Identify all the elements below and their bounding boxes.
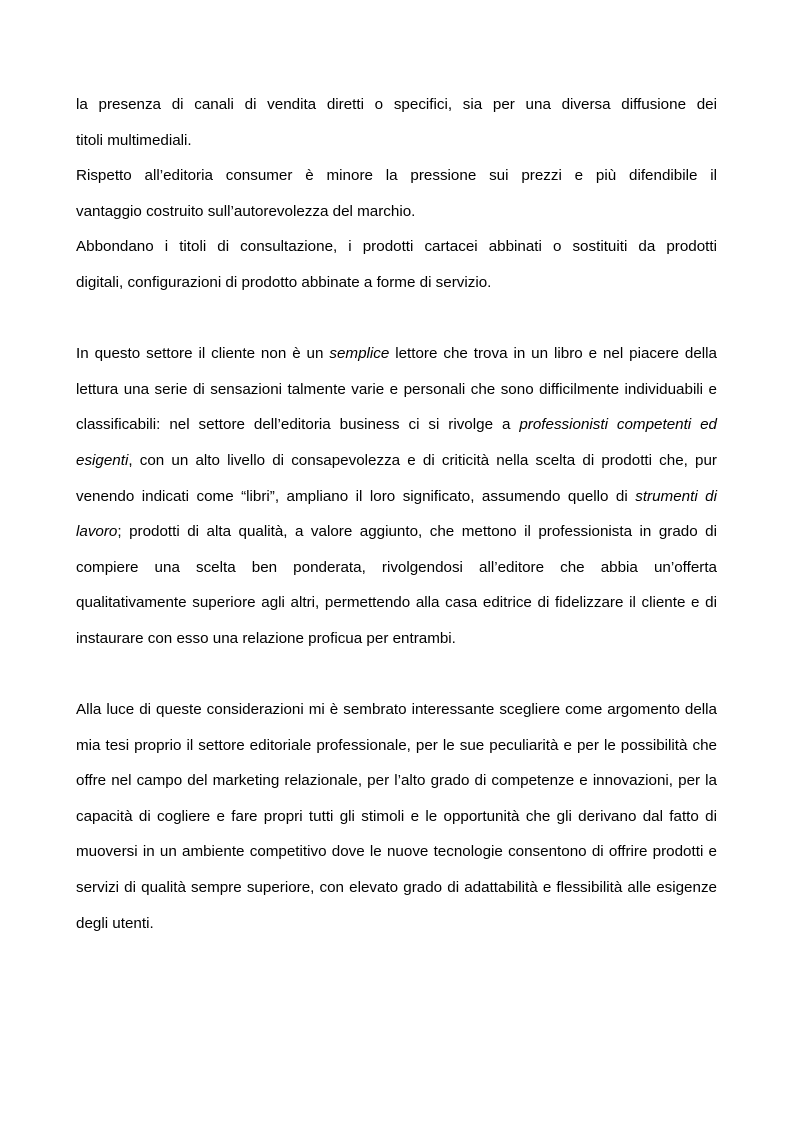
emphasis-semplice: semplice <box>329 345 390 363</box>
emphasis-strumenti: strumenti di lavoro <box>76 487 717 541</box>
text-run: , con un alto livello di consapevolezza e di criticità nella scelta di prodotti che, pur venendo indicati come “libri”, ampliano il loro significato, assumendo quello di <box>76 451 717 505</box>
paragraph-line: vantaggio costruito sull’autorevolezza del marchio. <box>76 202 416 220</box>
paragraph-consultation-titles <box>76 229 717 300</box>
body-text <box>76 87 717 941</box>
text-run: ; prodotti di alta qualità, a valore aggiunto, che mettono il professionista in grado di compiere una scelta ben ponderata, rivolgendosi all’editore che abbia un’offerta qualitativamente superiore agli altri, permettendo alla casa editrice di fidelizzare il cliente e di instaurare con esso una relazione proficua per entrambi. <box>76 523 717 647</box>
text-run: lettore che trova in un libro e nel piacere della lettura una serie di sensazioni talmente varie e personali che sono difficilmente individuabili e classificabili: nel settore dell’editoria business ci si rivolge a <box>76 345 717 434</box>
paragraph-thesis-topic: Alla luce di queste considerazioni mi è sembrato interessante scegliere come argomento della mia tesi proprio il settore editoriale professionale, per le sue peculiarità e per le possibilità che offre nel campo del marketing relazionale, per l’alto grado di competenze e innovazioni, per la capacità di cogliere e fare propri tutti gli stimoli e le opportunità che gli derivano dal fatto di muoversi in un ambiente competitivo dove le nuove tecnologie consentono di offrire prodotti e servizi di qualità sempre superiore, con elevato grado di adattabilità e flessibilità alle esigenze degli utenti. <box>76 701 717 932</box>
paragraph-line: la presenza di canali di vendita diretti o specifici, sia per una diversa diffusione dei <box>76 96 717 113</box>
paragraph-line: Abbondano i titoli di consultazione, i prodotti cartacei abbinati o sostituiti da prodotti <box>76 238 717 256</box>
paragraph-professional-client <box>76 336 717 656</box>
paragraph-line: Rispetto all’editoria consumer è minore la pressione sui prezzi e più difendibile il <box>76 167 717 185</box>
paragraph-spacer <box>76 301 717 337</box>
paragraph-consumer-comparison <box>76 158 717 229</box>
paragraph-line: digitali, configurazioni di prodotto abbinate a forme di servizio. <box>76 273 492 291</box>
paragraph-spacer <box>76 657 717 693</box>
paragraph-line: titoli multimediali. <box>76 131 192 149</box>
paragraph-distribution <box>76 87 717 158</box>
emphasis-professionisti: professionisti competenti ed esigenti <box>76 416 717 469</box>
text-run: In questo settore il cliente non è un <box>76 345 330 363</box>
